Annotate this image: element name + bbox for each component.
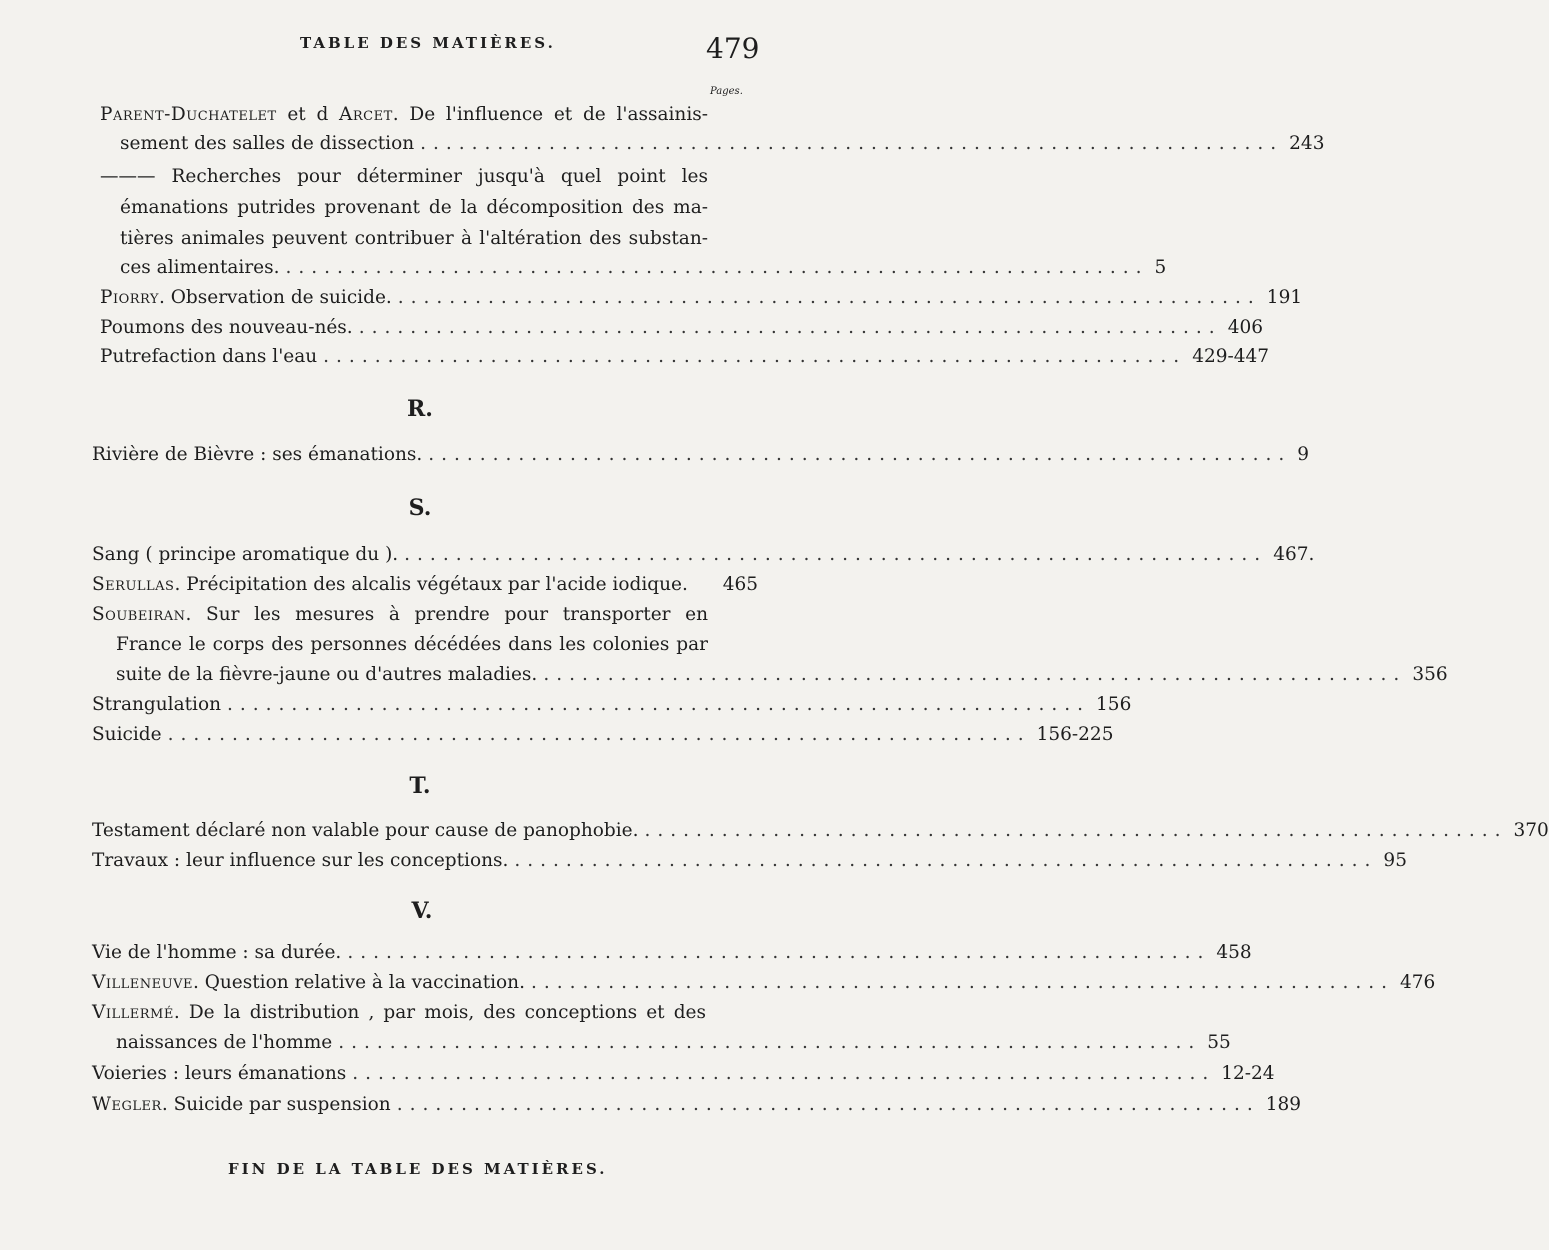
entry-text: Poumons des nouveau-nés. bbox=[100, 317, 353, 338]
page-reference: 189 bbox=[1265, 1094, 1302, 1115]
author-name: Wegler bbox=[92, 1094, 162, 1115]
index-entry-recherches bbox=[100, 164, 708, 190]
page-reference: 476 bbox=[1400, 972, 1436, 993]
author-name: Soubeiran bbox=[92, 604, 186, 625]
index-entry-suicide bbox=[92, 722, 1114, 748]
leader-dots: ................................................................... bbox=[227, 694, 1091, 715]
index-entry-continuation bbox=[116, 662, 1448, 688]
page-reference: 458 bbox=[1216, 942, 1252, 963]
entry-text: . Observation de suicide. bbox=[159, 287, 392, 308]
page-reference: 370 bbox=[1513, 820, 1549, 841]
index-entry-strangulation bbox=[92, 692, 1132, 718]
index-entry-travaux bbox=[92, 848, 1407, 874]
page-reference: 465 bbox=[722, 574, 758, 595]
leader-dots: ................................................................... bbox=[644, 820, 1508, 841]
author-name: Villermé bbox=[92, 1002, 174, 1023]
index-entry-putrefaction bbox=[100, 344, 1270, 370]
index-entry-poumons bbox=[100, 315, 1264, 341]
leader-dots: ................................................................... bbox=[338, 1032, 1202, 1053]
end-of-table-footer: FIN DE LA TABLE DES MATIÈRES. bbox=[228, 1160, 608, 1178]
section-letter-r: R. bbox=[407, 396, 433, 422]
index-entry-continuation: tières animales peuvent contribuer à l'altération des substan- bbox=[120, 228, 708, 249]
leader-dots: ................................................................... bbox=[397, 287, 1261, 308]
page-number: 479 bbox=[706, 32, 760, 65]
page-reference: 429-447 bbox=[1192, 346, 1270, 367]
leader-dots: ................................................................... bbox=[428, 444, 1292, 465]
index-entry-soubeiran bbox=[92, 602, 708, 628]
index-entry-villeneuve bbox=[92, 970, 1436, 996]
pages-column-label: Pages. bbox=[710, 86, 743, 97]
page-reference: 356 bbox=[1412, 664, 1448, 685]
page-reference: 156 bbox=[1096, 694, 1132, 715]
index-entry-continuation: France le corps des personnes décédées dans les colonies par bbox=[116, 634, 708, 655]
entry-text: Vie de l'homme : sa durée. bbox=[92, 942, 342, 963]
page-reference: 191 bbox=[1266, 287, 1303, 308]
entry-text: Voieries : leurs émanations bbox=[92, 1063, 347, 1084]
author-name: Parent-Duchatelet bbox=[100, 104, 277, 125]
index-entry-serullas bbox=[92, 572, 758, 598]
author-name: Piorry bbox=[100, 287, 159, 308]
index-entry-continuation: émanations putrides provenant de la décomposition des ma- bbox=[120, 197, 708, 218]
entry-text: . Sur les mesures à prendre pour transporter en bbox=[185, 604, 708, 625]
entry-text: naissances de l'homme bbox=[116, 1032, 333, 1053]
entry-text: Sang ( principe aromatique du ). bbox=[92, 544, 399, 565]
leader-dots: ................................................................... bbox=[543, 664, 1407, 685]
entry-text: Rivière de Bièvre : ses émanations. bbox=[92, 444, 423, 465]
leader-dots: ................................................................... bbox=[167, 724, 1031, 745]
leader-dots: ................................................................... bbox=[347, 942, 1211, 963]
section-letter-v: V. bbox=[411, 898, 433, 924]
leader-dots: ................................................................... bbox=[358, 317, 1222, 338]
entry-text: Suicide bbox=[92, 724, 162, 745]
running-header-title: TABLE DES MATIÈRES. bbox=[300, 34, 556, 52]
leader-dots: ................................................................... bbox=[530, 972, 1394, 993]
page-reference: 12-24 bbox=[1221, 1063, 1275, 1084]
entry-text: . De l'influence et de l'assainis- bbox=[392, 104, 708, 125]
leader-dots: ................................................................... bbox=[404, 544, 1268, 565]
section-letter-s: S. bbox=[408, 495, 432, 521]
entry-text: suite de la fièvre-jaune ou d'autres maladies. bbox=[116, 664, 538, 685]
index-entry-parent-duchatelet bbox=[100, 102, 708, 128]
leader-dots: ................................................................... bbox=[285, 257, 1149, 278]
index-entry-continuation bbox=[120, 255, 1167, 281]
entry-text: Strangulation bbox=[92, 694, 222, 715]
entry-text: Testament déclaré non valable pour cause de panophobie. bbox=[92, 820, 639, 841]
entry-text: . Précipitation des alcalis végétaux par l'acide iodique. bbox=[174, 574, 688, 595]
index-entry-riviere bbox=[92, 442, 1310, 468]
page-reference: 243 bbox=[1289, 133, 1325, 154]
index-entry-sang bbox=[92, 542, 1315, 568]
leader-dots: ................................................................... bbox=[396, 1094, 1260, 1115]
leader-dots: ................................................................... bbox=[420, 133, 1284, 154]
ditto-dash: ——— bbox=[100, 166, 156, 187]
leader-dots: ................................................................... bbox=[352, 1063, 1216, 1084]
leader-dots: ................................................................... bbox=[323, 346, 1187, 367]
entry-text: Travaux : leur influence sur les conceptions. bbox=[92, 850, 509, 871]
entry-text: Recherches pour déterminer jusqu'à quel point les bbox=[171, 166, 708, 187]
index-entry-vie bbox=[92, 940, 1252, 966]
index-entry-voieries bbox=[92, 1061, 1275, 1087]
page-reference: 467. bbox=[1273, 544, 1315, 565]
connector-text: et d bbox=[287, 104, 329, 125]
entry-text: ces alimentaires. bbox=[120, 257, 280, 278]
entry-text: . Question relative à la vaccination. bbox=[192, 972, 525, 993]
index-entry-testament bbox=[92, 818, 1549, 844]
entry-text: . De la distribution , par mois, des conceptions et des bbox=[173, 1002, 706, 1023]
index-entry-continuation bbox=[116, 1030, 1231, 1056]
index-entry-piorry bbox=[100, 285, 1303, 311]
leader-dots: ................................................................... bbox=[514, 850, 1378, 871]
author-name: Villeneuve bbox=[92, 972, 193, 993]
page-reference: 156-225 bbox=[1036, 724, 1114, 745]
author-name: Arcet bbox=[339, 104, 393, 125]
author-name: Serullas bbox=[92, 574, 175, 595]
page-reference: 5 bbox=[1154, 257, 1167, 278]
section-letter-t: T. bbox=[409, 773, 431, 799]
index-entry-villerme bbox=[92, 1000, 706, 1026]
page-reference: 9 bbox=[1297, 444, 1310, 465]
page-reference: 55 bbox=[1207, 1032, 1231, 1053]
page-reference: 406 bbox=[1227, 317, 1264, 338]
page-reference: 95 bbox=[1383, 850, 1407, 871]
entry-text: sement des salles de dissection bbox=[120, 133, 415, 154]
entry-text: . Suicide par suspension bbox=[161, 1094, 391, 1115]
entry-text: Putrefaction dans l'eau bbox=[100, 346, 318, 367]
index-entry-continuation bbox=[120, 131, 1325, 157]
index-entry-wegler bbox=[92, 1092, 1302, 1118]
